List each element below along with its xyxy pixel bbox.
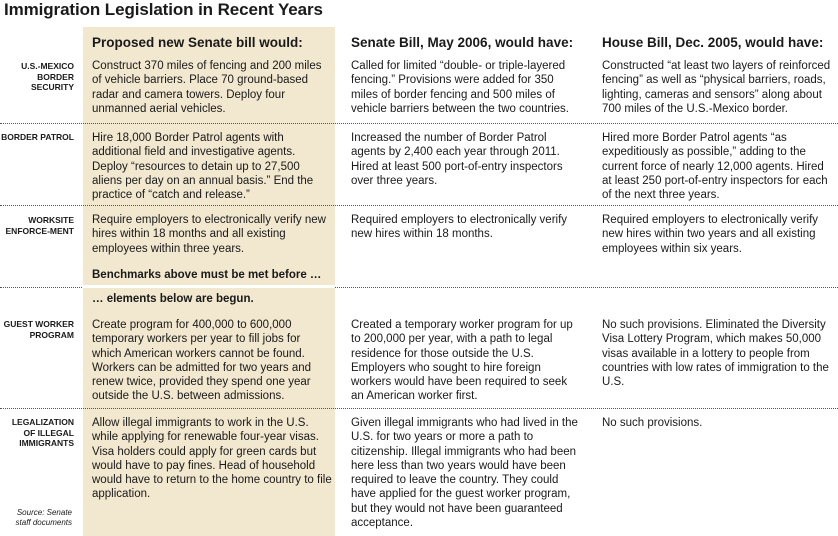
cell-border-security-senate: Called for limited “double- or triple-layered fencing.” Provisions were added for 350 miles of border fencing and 500 miles of vehicle barriers between the two countries. (351, 60, 569, 115)
column-header-senate-2006: Senate Bill, May 2006, would have: (351, 35, 574, 50)
cell-worksite-house: Required employers to electronically verify new hires within two years and all existing employees within six years. (602, 214, 819, 255)
cell-guest-worker-proposed: Create program for 400,000 to 600,000 temporary workers per year to fill jobs for which American workers cannot be found. Workers can be admitted for two years and renew twice, provided they spend one year outside the U.S. between admissions. (92, 319, 312, 403)
cell-border-patrol-house: Hired more Border Patrol agents “as expeditiously as possible,” adding to the current force of nearly 12,000 agents. Hired at least 250 port-of-entry inspectors for each of the next three years. (602, 132, 828, 202)
row-label-legalization: LEGALIZATION OF ILLEGAL IMMIGRANTS (11, 417, 74, 448)
row-label-border-security: U.S.-MEXICO BORDER SECURITY (21, 61, 74, 92)
cell-legalization-proposed: Allow illegal immigrants to work in the U.S. while applying for renewable four-year visas. Visa holders could apply for green cards but would have to pay fines. Head of household would have to return to the home country to file application. (92, 417, 332, 501)
cell-legalization-house: No such provisions. (602, 417, 703, 429)
column-header-proposed-senate: Proposed new Senate bill would: (92, 35, 303, 50)
cell-border-patrol-proposed: Hire 18,000 Border Patrol agents with additional field and investigative agents. Deploy “resources to detain up to 27,500 aliens per day on an annual basis.” End the practice of “catch and release.” (92, 132, 314, 202)
column-header-house-2005: House Bill, Dec. 2005, would have: (602, 35, 824, 50)
row-label-guest-worker: GUEST WORKER PROGRAM (3, 319, 74, 340)
benchmark-note-after: … elements below are begun. (92, 293, 254, 305)
cell-border-patrol-senate: Increased the number of Border Patrol agents by 2,400 each year through 2011. Hired at least 500 port-of-entry inspectors over three years. (351, 132, 563, 187)
cell-guest-worker-senate: Created a temporary worker program for up to 200,000 per year, with a path to legal residence for those outside the U.S. Employers who sought to hire foreign workers would have been required to seek an American worker first. (351, 319, 573, 403)
cell-border-security-house: Constructed “at least two layers of reinforced fencing” as well as “physical barriers, roads, lighting, cameras and sensors” along about 700 miles of the U.S.-Mexico border. (602, 60, 831, 115)
row-label-worksite-enforcement: WORKSITE ENFORCE-MENT (5, 215, 74, 236)
benchmark-note-before: Benchmarks above must be met before … (92, 269, 322, 281)
highlight-column-break (83, 285, 335, 288)
row-label-border-patrol: BORDER PATROL (1, 132, 74, 142)
cell-guest-worker-house: No such provisions. Eliminated the Diversity Visa Lottery Program, which makes 50,000 visas available in a lottery to people from countries with low rates of immigration to the U.S. (602, 319, 829, 389)
cell-border-security-proposed: Construct 370 miles of fencing and 200 miles of vehicle barriers. Place 70 ground-based radar and camera towers. Deploy four unmanned aerial vehicles. (92, 60, 322, 115)
cell-worksite-senate: Required employers to electronically verify new hires within 18 months. (351, 214, 568, 241)
row-divider (0, 205, 838, 206)
page-title: Immigration Legislation in Recent Years (4, 0, 323, 19)
cell-legalization-senate: Given illegal immigrants who had lived in the U.S. for two years or more a path to citizenship. Illegal immigrants who had been here less than two years would have been required to leave the country. They could have applied for the guest worker program, but they would not have been guaranteed acceptance. (351, 417, 578, 530)
cell-worksite-proposed: Require employers to electronically verify new hires within 18 months and all existing employees within three years. (92, 214, 326, 255)
row-divider (0, 123, 838, 124)
source-note: Source: Senate staff documents (15, 508, 72, 527)
row-divider (0, 408, 838, 409)
